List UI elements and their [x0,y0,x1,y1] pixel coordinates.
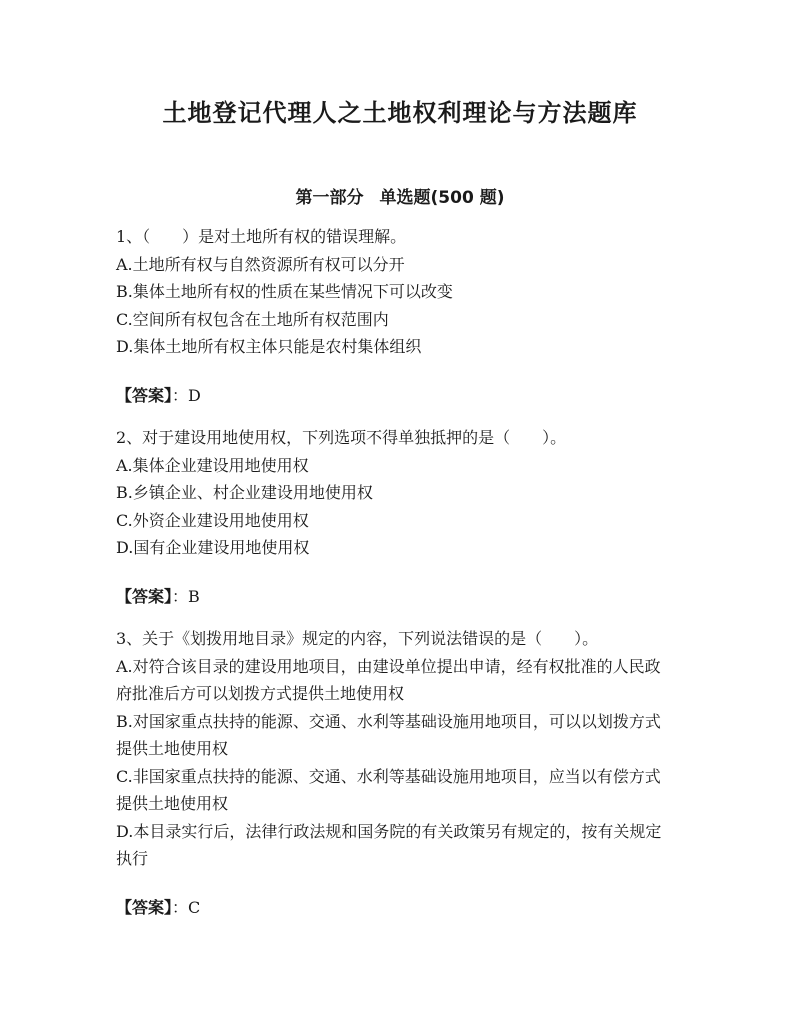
answer-line [116,894,676,922]
option-a: A.土地所有权与自然资源所有权可以分开 [116,254,405,274]
answer-value: ：D [172,385,201,405]
option-a: A.对符合该目录的建设用地项目，由建设单位提出申请，经有权批准的人民政府批准后方可以划拨方式提供土地使用权 [116,656,661,703]
question-list [116,223,676,936]
question-stem: 2、对于建设用地使用权，下列选项不得单独抵押的是（ ）。 [116,428,567,447]
option-d: D.国有企业建设用地使用权 [116,538,310,557]
option-d: D.本目录实行后，法律行政法规和国务院的有关政策另有规定的，按有关规定执行 [116,821,662,868]
option-c: C.外资企业建设用地使用权 [116,510,309,530]
answer-value: ：C [172,897,201,917]
answer-line [116,583,676,611]
answer-value: ：B [172,586,200,606]
question-item [116,223,676,409]
option-a: A.集体企业建设用地使用权 [116,455,309,475]
answer-label: 【答案】 [116,385,173,405]
section-heading [0,183,800,208]
question-stem: 3、关于《划拨用地目录》规定的内容，下列说法错误的是（ ）。 [116,629,599,648]
option-b: B.乡镇企业、村企业建设用地使用权 [116,483,373,502]
section-part: 第一部分 [295,188,364,208]
answer-line [116,382,676,410]
question-item [116,625,676,921]
option-d: D.集体土地所有权主体只能是农村集体组织 [116,337,422,356]
option-b: B.对国家重点扶持的能源、交通、水利等基础设施用地项目，可以以划拨方式提供土地使用权 [116,711,661,758]
question-stem: 1、（ ）是对土地所有权的错误理解。 [116,227,407,246]
option-c: C.非国家重点扶持的能源、交通、水利等基础设施用地项目，应当以有偿方式提供土地使用权 [116,766,661,813]
option-b: B.集体土地所有权的性质在某些情况下可以改变 [116,282,453,301]
answer-label: 【答案】 [116,586,173,606]
answer-label: 【答案】 [116,897,173,917]
question-item [116,424,676,610]
document-title: 土地登记代理人之土地权利理论与方法题库 [162,99,638,127]
section-name: 单选题(500 题) [379,188,505,208]
option-c: C.空间所有权包含在土地所有权范围内 [116,309,389,329]
